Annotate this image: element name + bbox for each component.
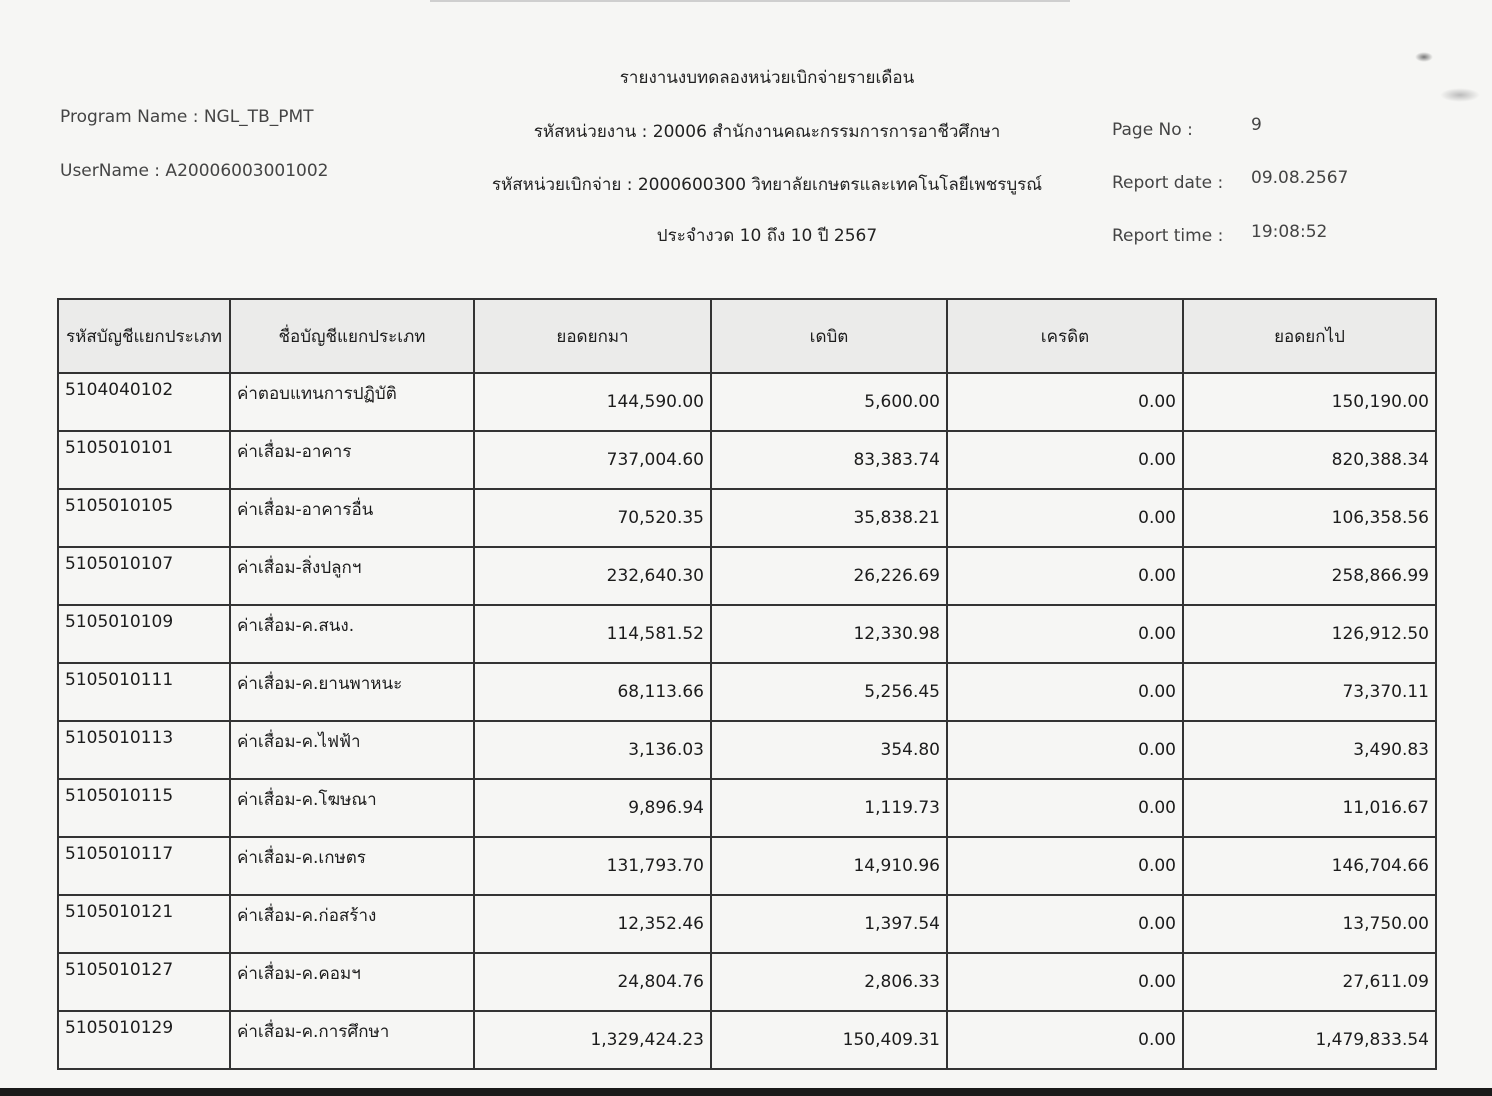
account-code-cell: 5105010113 <box>58 721 230 779</box>
disbursing-unit-line: รหัสหน่วยเบิกจ่าย : 2000600300 วิทยาลัยเกษตรและเทคโนโลยีเพชรบูรณ์ <box>491 175 1043 195</box>
brought-forward-cell: 232,640.30 <box>474 547 711 605</box>
report-title: รายงานงบทดลองหน่วยเบิกจ่ายรายเดือน <box>619 68 915 88</box>
account-name-cell: ค่าเสื่อม-อาคาร <box>230 431 474 489</box>
scan-bottom-edge <box>0 1088 1492 1096</box>
brought-forward-cell: 24,804.76 <box>474 953 711 1011</box>
agency-line: รหัสหน่วยงาน : 20006 สำนักงานคณะกรรมการการอาชีวศึกษา <box>533 122 1001 142</box>
account-code-cell: 5105010127 <box>58 953 230 1011</box>
account-code-cell: 5105010115 <box>58 779 230 837</box>
page-edge-line <box>430 0 1070 2</box>
credit-cell: 0.00 <box>947 373 1183 431</box>
brought-forward-cell: 9,896.94 <box>474 779 711 837</box>
table-row <box>58 953 1436 1011</box>
carried-forward-cell: 73,370.11 <box>1183 663 1436 721</box>
debit-cell: 5,256.45 <box>711 663 947 721</box>
brought-forward-cell: 737,004.60 <box>474 431 711 489</box>
account-code-cell: 5105010107 <box>58 547 230 605</box>
credit-cell: 0.00 <box>947 837 1183 895</box>
program-name: Program Name : NGL_TB_PMT <box>60 107 314 127</box>
table-header-row <box>58 299 1436 373</box>
carried-forward-cell: 150,190.00 <box>1183 373 1436 431</box>
account-name-cell: ค่าเสื่อม-สิ่งปลูกฯ <box>230 547 474 605</box>
carried-forward-cell: 11,016.67 <box>1183 779 1436 837</box>
carried-forward-cell: 126,912.50 <box>1183 605 1436 663</box>
account-name-cell: ค่าเสื่อม-ค.ยานพาหนะ <box>230 663 474 721</box>
page-no-value: 9 <box>1251 115 1262 135</box>
carried-forward-cell: 13,750.00 <box>1183 895 1436 953</box>
table-row <box>58 1011 1436 1069</box>
report-date-value: 09.08.2567 <box>1251 168 1349 188</box>
debit-cell: 12,330.98 <box>711 605 947 663</box>
account-name-cell: ค่าเสื่อม-ค.เกษตร <box>230 837 474 895</box>
scan-smudge <box>1440 88 1480 102</box>
account-name-cell: ค่าเสื่อม-ค.ไฟฟ้า <box>230 721 474 779</box>
page-no-label: Page No : <box>1112 120 1193 140</box>
credit-cell: 0.00 <box>947 953 1183 1011</box>
carried-forward-cell: 1,479,833.54 <box>1183 1011 1436 1069</box>
column-header: รหัสบัญชีแยกประเภท <box>58 299 230 373</box>
credit-cell: 0.00 <box>947 1011 1183 1069</box>
account-code-cell: 5105010109 <box>58 605 230 663</box>
column-header: เครดิต <box>947 299 1183 373</box>
table-row <box>58 837 1436 895</box>
account-name-cell: ค่าเสื่อม-ค.สนง. <box>230 605 474 663</box>
column-header: ยอดยกไป <box>1183 299 1436 373</box>
carried-forward-cell: 258,866.99 <box>1183 547 1436 605</box>
carried-forward-cell: 106,358.56 <box>1183 489 1436 547</box>
column-header: ยอดยกมา <box>474 299 711 373</box>
table-row <box>58 431 1436 489</box>
account-code-cell: 5105010105 <box>58 489 230 547</box>
brought-forward-cell: 70,520.35 <box>474 489 711 547</box>
brought-forward-cell: 114,581.52 <box>474 605 711 663</box>
table-body <box>58 373 1436 1069</box>
account-name-cell: ค่าตอบแทนการปฏิบัติ <box>230 373 474 431</box>
debit-cell: 150,409.31 <box>711 1011 947 1069</box>
account-name-cell: ค่าเสื่อม-ค.การศึกษา <box>230 1011 474 1069</box>
brought-forward-cell: 68,113.66 <box>474 663 711 721</box>
credit-cell: 0.00 <box>947 663 1183 721</box>
carried-forward-cell: 820,388.34 <box>1183 431 1436 489</box>
table-row <box>58 663 1436 721</box>
carried-forward-cell: 27,611.09 <box>1183 953 1436 1011</box>
account-name-cell: ค่าเสื่อม-อาคารอื่น <box>230 489 474 547</box>
debit-cell: 26,226.69 <box>711 547 947 605</box>
debit-cell: 354.80 <box>711 721 947 779</box>
credit-cell: 0.00 <box>947 431 1183 489</box>
scan-smudge <box>1415 52 1433 62</box>
column-header: ชื่อบัญชีแยกประเภท <box>230 299 474 373</box>
carried-forward-cell: 3,490.83 <box>1183 721 1436 779</box>
carried-forward-cell: 146,704.66 <box>1183 837 1436 895</box>
table-row <box>58 547 1436 605</box>
user-name: UserName : A20006003001002 <box>60 161 329 181</box>
brought-forward-cell: 144,590.00 <box>474 373 711 431</box>
account-name-cell: ค่าเสื่อม-ค.โฆษณา <box>230 779 474 837</box>
brought-forward-cell: 12,352.46 <box>474 895 711 953</box>
table-row <box>58 605 1436 663</box>
table-row <box>58 489 1436 547</box>
debit-cell: 14,910.96 <box>711 837 947 895</box>
report-time-value: 19:08:52 <box>1251 222 1328 242</box>
credit-cell: 0.00 <box>947 547 1183 605</box>
trial-balance-table <box>57 298 1437 1070</box>
credit-cell: 0.00 <box>947 721 1183 779</box>
debit-cell: 2,806.33 <box>711 953 947 1011</box>
account-code-cell: 5105010121 <box>58 895 230 953</box>
brought-forward-cell: 3,136.03 <box>474 721 711 779</box>
debit-cell: 1,119.73 <box>711 779 947 837</box>
brought-forward-cell: 1,329,424.23 <box>474 1011 711 1069</box>
account-code-cell: 5105010129 <box>58 1011 230 1069</box>
credit-cell: 0.00 <box>947 779 1183 837</box>
debit-cell: 83,383.74 <box>711 431 947 489</box>
account-code-cell: 5105010101 <box>58 431 230 489</box>
table-row <box>58 373 1436 431</box>
table-row <box>58 779 1436 837</box>
period-line: ประจำงวด 10 ถึง 10 ปี 2567 <box>656 226 878 246</box>
table-row <box>58 895 1436 953</box>
report-date-label: Report date : <box>1112 173 1224 193</box>
debit-cell: 1,397.54 <box>711 895 947 953</box>
account-name-cell: ค่าเสื่อม-ค.คอมฯ <box>230 953 474 1011</box>
brought-forward-cell: 131,793.70 <box>474 837 711 895</box>
account-code-cell: 5105010117 <box>58 837 230 895</box>
credit-cell: 0.00 <box>947 605 1183 663</box>
debit-cell: 35,838.21 <box>711 489 947 547</box>
report-time-label: Report time : <box>1112 226 1224 246</box>
account-name-cell: ค่าเสื่อม-ค.ก่อสร้าง <box>230 895 474 953</box>
column-header: เดบิต <box>711 299 947 373</box>
credit-cell: 0.00 <box>947 489 1183 547</box>
table-row <box>58 721 1436 779</box>
account-code-cell: 5105010111 <box>58 663 230 721</box>
debit-cell: 5,600.00 <box>711 373 947 431</box>
credit-cell: 0.00 <box>947 895 1183 953</box>
account-code-cell: 5104040102 <box>58 373 230 431</box>
